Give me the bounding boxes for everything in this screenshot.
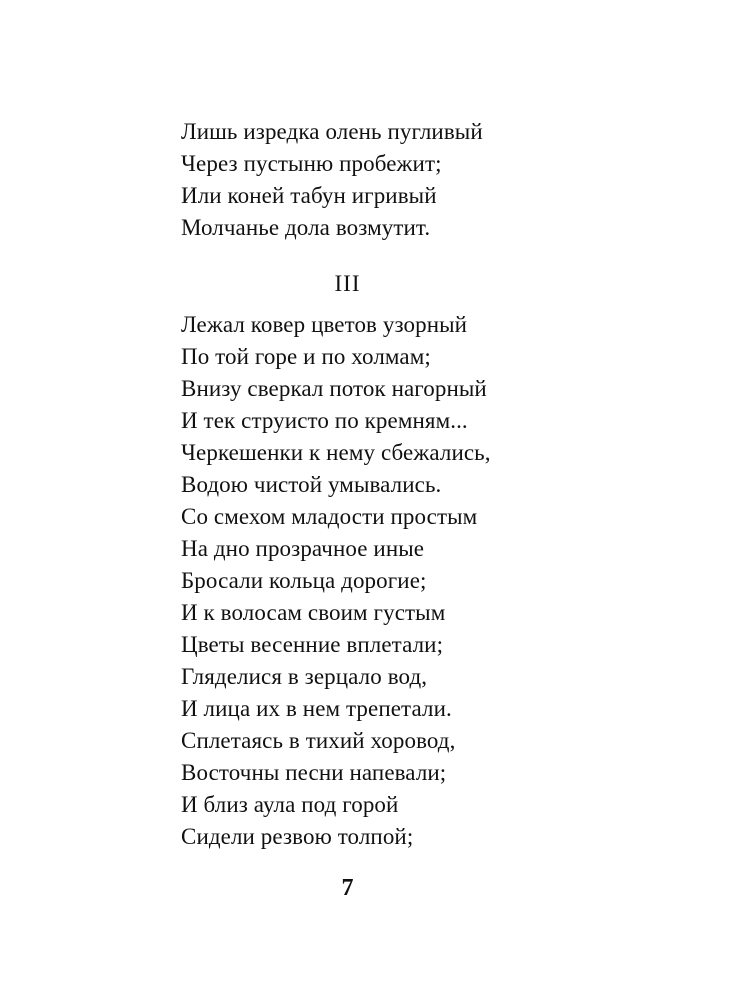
poem-line: На дно прозрачное иные [181, 536, 425, 561]
poem-line: Бросали кольца дорогие; [181, 568, 427, 593]
poem-line: Восточны песни напевали; [181, 760, 447, 785]
poem-line: Черкешенки к нему сбежались, [181, 440, 491, 465]
stanza-section-three [181, 309, 661, 853]
poem-line: И близ аула под горой [181, 792, 399, 817]
poem-line: Лежал ковер цветов узорный [181, 312, 468, 337]
poem-line: Внизу сверкал поток нагорный [181, 376, 487, 401]
poem-line: По той горе и по холмам; [181, 344, 431, 369]
poem-line: И лица их в нем трепетали. [181, 696, 452, 721]
poem-line: Сплетаясь в тихий хоровод, [181, 728, 456, 753]
poem-line: И тек струисто по кремням... [181, 408, 468, 433]
poem-line: Водою чистой умывались. [181, 472, 442, 497]
poem-line: Со смехом младости простым [181, 504, 478, 529]
poem-line: Или коней табун игривый [181, 183, 437, 208]
poem-line: Молчанье дола возмутит. [181, 215, 431, 240]
poem-line: И к волосам своим густым [181, 600, 446, 625]
stanza-opening [181, 116, 661, 244]
poem-line: Цветы весенние вплетали; [181, 632, 444, 657]
poem-line: Гляделися в зерцало вод, [181, 664, 428, 689]
page-number: 7 [341, 875, 354, 901]
section-heading: III [334, 271, 361, 296]
poem-line: Через пустыню пробежит; [181, 151, 442, 176]
poem-line: Лишь изредка олень пугливый [181, 119, 483, 144]
poem-line: Сидели резвою толпой; [181, 824, 414, 849]
